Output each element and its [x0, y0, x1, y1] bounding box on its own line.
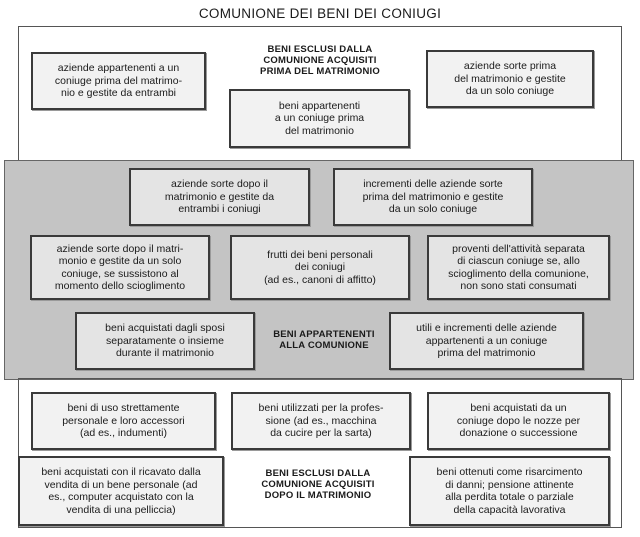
box-utili-incrementi-aziende: utili e incrementi delle aziende appartenenti a un coniuge prima del matrimonio — [389, 312, 584, 370]
box-beni-ricavato-vendita: beni acquistati con il ricavato dalla vendita di un bene personale (ad es., computer acquistato con la vendita di una pelliccia) — [18, 456, 224, 526]
box-beni-risarcimento-danni: beni ottenuti come risarcimento di danni; pensione attinente alla perdita totale o parziale della capacità lavorativa — [409, 456, 610, 526]
box-beni-appartenenti-prima: beni appartenenti a un coniuge prima del matrimonio — [229, 89, 410, 148]
box-beni-uso-personale: beni di uso strettamente personale e loro accessori (ad es., indumenti) — [31, 392, 216, 450]
bottom-section-label: BENI ESCLUSI DALLA COMUNIONE ACQUISITI DOPO IL MATRIMONIO — [261, 467, 375, 501]
middle-section-label: BENI APPARTENENTI ALLA COMUNIONE — [273, 329, 375, 351]
box-beni-donazione-successione: beni acquistati da un coniuge dopo le nozze per donazione o successione — [427, 392, 610, 450]
box-aziende-appartenenti-entrambi: aziende appartenenti a un coniuge prima del matrimo- nio e gestite da entrambi — [31, 52, 206, 110]
box-frutti-beni-personali: frutti dei beni personali dei coniugi (ad es., canoni di affitto) — [230, 235, 410, 300]
box-proventi-attivita-separata: proventi dell'attività separata di ciascun coniuge se, allo scioglimento della comunione, non sono stati consumati — [427, 235, 610, 300]
box-aziende-prima-un-coniuge: aziende sorte prima del matrimonio e gestite da un solo coniuge — [426, 50, 594, 108]
diagram-title: COMUNIONE DEI BENI DEI CONIUGI — [198, 6, 442, 21]
box-beni-professione: beni utilizzati per la profes- sione (ad es., macchina da cucire per la sarta) — [231, 392, 411, 450]
box-incrementi-aziende-prima: incrementi delle aziende sorte prima del matrimonio e gestite da un solo coniuge — [333, 168, 533, 226]
box-beni-acquistati-sposi: beni acquistati dagli sposi separatamente o insieme durante il matrimonio — [75, 312, 255, 370]
top-section-label: BENI ESCLUSI DALLA COMUNIONE ACQUISITI PRIMA DEL MATRIMONIO — [260, 43, 380, 77]
box-aziende-dopo-entrambi: aziende sorte dopo il matrimonio e gestite da entrambi i coniugi — [129, 168, 310, 226]
box-aziende-dopo-un-coniuge: aziende sorte dopo il matri- monio e gestite da un solo coniuge, se sussistono al momento dello scioglimento — [30, 235, 210, 300]
